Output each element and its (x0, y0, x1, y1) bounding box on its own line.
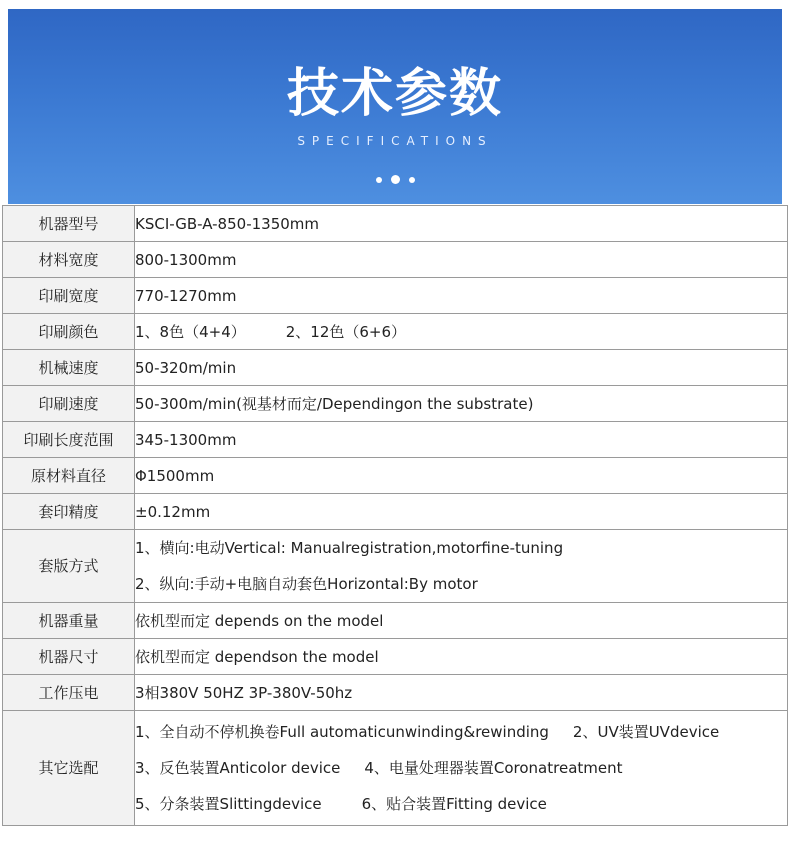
spec-value: ±0.12mm (135, 494, 788, 530)
header-banner (8, 9, 782, 204)
table-row (3, 494, 788, 530)
spec-label: 套印精度 (3, 494, 135, 530)
color-option: 2、12色（6+6） (285, 322, 407, 341)
spec-value: 50-300m/min(视基材而定/Dependingon the substrate) (135, 386, 788, 422)
dot-icon (409, 177, 415, 183)
spec-label: 材料宽度 (3, 242, 135, 278)
table-row (3, 675, 788, 711)
dot-icon (376, 177, 382, 183)
dot-icon (391, 175, 400, 184)
table-row (3, 711, 788, 826)
specifications-table (2, 205, 788, 826)
table-row (3, 350, 788, 386)
spec-value: 345-1300mm (135, 422, 788, 458)
table-row (3, 530, 788, 603)
option-item: 1、全自动不停机换卷Full automaticunwinding&rewinding (135, 723, 549, 741)
spec-label: 工作压电 (3, 675, 135, 711)
spec-value: 50-320m/min (135, 350, 788, 386)
option-item: 4、电量处理器装置Coronatreatment (364, 759, 623, 777)
option-item: 2、UV装置UVdevice (572, 723, 720, 741)
table-row (3, 206, 788, 242)
spec-label: 印刷宽度 (3, 278, 135, 314)
spec-label: 机器型号 (3, 206, 135, 242)
table-row (3, 314, 788, 350)
spec-value: 依机型而定 depends on the model (135, 603, 788, 639)
table-row (3, 458, 788, 494)
spec-value: 依机型而定 dependson the model (135, 639, 788, 675)
spec-value (135, 711, 788, 826)
spec-value: KSCI-GB-A-850-1350mm (135, 206, 788, 242)
spec-label: 原材料直径 (3, 458, 135, 494)
color-option: 1、8色（4+4） (135, 322, 246, 341)
spec-label: 机器尺寸 (3, 639, 135, 675)
option-item: 3、反色装置Anticolor device (135, 759, 341, 777)
spec-value (135, 314, 788, 350)
spec-label: 印刷长度范围 (3, 422, 135, 458)
table-row (3, 242, 788, 278)
spec-value: 800-1300mm (135, 242, 788, 278)
spec-value: 770-1270mm (135, 278, 788, 314)
table-row (3, 278, 788, 314)
spec-label: 机械速度 (3, 350, 135, 386)
spec-value (135, 530, 788, 603)
spec-value: Φ1500mm (135, 458, 788, 494)
table-row (3, 422, 788, 458)
option-item: 5、分条装置Slittingdevice (135, 795, 322, 813)
decorative-dots (8, 175, 782, 184)
table-row (3, 386, 788, 422)
table-row (3, 639, 788, 675)
spec-label: 机器重量 (3, 603, 135, 639)
spec-label: 印刷速度 (3, 386, 135, 422)
spec-label: 套版方式 (3, 530, 135, 603)
spec-value: 3相380V 50HZ 3P-380V-50hz (135, 675, 788, 711)
page-title: 技术参数 (286, 64, 503, 124)
spec-label: 其它选配 (3, 711, 135, 826)
option-item: 6、贴合装置Fitting device (361, 795, 547, 813)
spec-label: 印刷颜色 (3, 314, 135, 350)
spec-line: 1、横向:电动Vertical: Manualregistration,motorfine-tuning (135, 539, 564, 557)
spec-line: 2、纵向:手动+电脑自动套色Horizontal:By motor (135, 575, 478, 593)
page-subtitle: SPECIFICATIONS (297, 134, 493, 148)
table-row (3, 603, 788, 639)
